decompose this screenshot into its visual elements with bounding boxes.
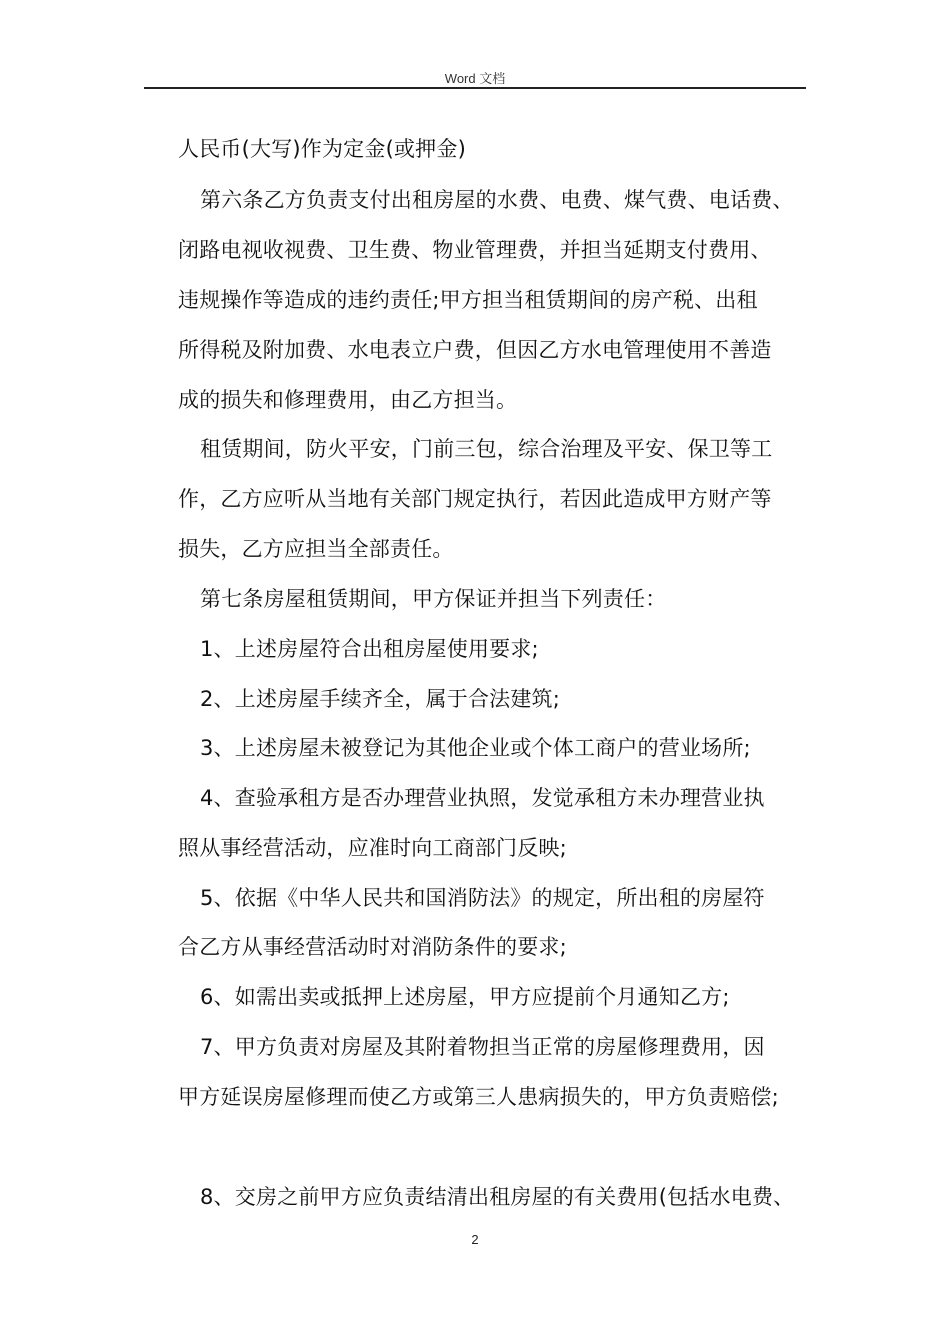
text-line: 违规操作等造成的违约责任;甲方担当租赁期间的房产税、出租 <box>178 288 758 312</box>
text-line: 2、上述房屋手续齐全，属于合法建筑; <box>200 687 561 711</box>
text-line: 第六条乙方负责支付出租房屋的水费、电费、煤气费、电话费、 <box>200 188 794 212</box>
text-line: 合乙方从事经营活动时对消防条件的要求; <box>178 935 567 959</box>
text-line: 5、依据《中华人民共和国消防法》的规定，所出租的房屋符 <box>200 886 765 910</box>
text-line: 第七条房屋租赁期间，甲方保证并担当下列责任： <box>200 587 667 611</box>
text-line: 所得税及附加费、水电表立户费，但因乙方水电管理使用不善造 <box>178 338 772 362</box>
page-number: 2 <box>471 1232 479 1247</box>
text-line: 3、上述房屋未被登记为其他企业或个体工商户的营业场所; <box>200 736 751 760</box>
text-line: 6、如需出卖或抵押上述房屋，甲方应提前个月通知乙方; <box>200 985 730 1009</box>
text-line: 4、查验承租方是否办理营业执照，发觉承租方未办理营业执 <box>200 786 765 810</box>
text-line: 1、上述房屋符合出租房屋使用要求; <box>200 637 539 661</box>
text-line: 甲方延误房屋修理而使乙方或第三人患病损失的，甲方负责赔偿; <box>178 1085 779 1109</box>
text-line: 闭路电视收视费、卫生费、物业管理费，并担当延期支付费用、 <box>178 238 772 262</box>
header-title: Word 文档 <box>444 71 506 86</box>
text-line: 成的损失和修理费用，由乙方担当。 <box>178 388 518 412</box>
text-line: 租赁期间，防火平安，门前三包，综合治理及平安、保卫等工 <box>200 437 773 461</box>
text-line: 照从事经营活动，应准时向工商部门反映; <box>178 836 567 860</box>
text-line: 7、甲方负责对房屋及其附着物担当正常的房屋修理费用，因 <box>200 1035 765 1059</box>
header-divider <box>144 87 806 89</box>
text-line: 8、交房之前甲方应负责结清出租房屋的有关费用(包括水电费、 <box>200 1185 795 1209</box>
text-line: 作，乙方应听从当地有关部门规定执行，若因此造成甲方财产等 <box>178 487 772 511</box>
text-line: 人民币(大写)作为定金(或押金) <box>178 137 466 161</box>
text-line: 损失，乙方应担当全部责任。 <box>178 537 454 561</box>
